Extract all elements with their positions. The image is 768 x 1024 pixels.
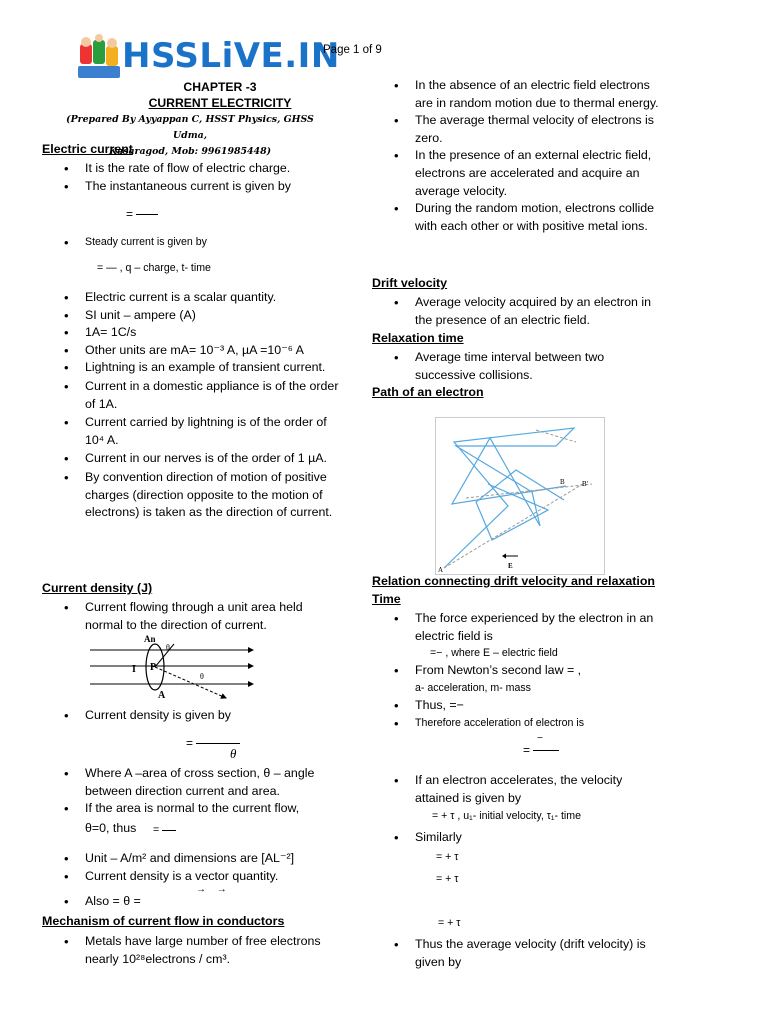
list-item: • Average time interval between two successive collisions.: [415, 349, 665, 384]
chapter-title: CURRENT ELECTRICITY: [148, 96, 292, 110]
formula-v3: = + τ: [436, 873, 459, 885]
author-line-1: (Prepared By Ayyappan C, HSST Physics, GHSS Udma,: [66, 114, 314, 141]
formula-current-density: [186, 736, 240, 761]
list-item: • By convention direction of motion of positive charges (direction opposite to the motion of electrons) is taken as the direction of current.: [85, 469, 340, 522]
theta-zero-text: θ=0, thus: [85, 821, 137, 835]
formula-vn: = + τ: [438, 917, 461, 929]
path-label: B: [560, 478, 565, 486]
formula-text: [153, 824, 176, 836]
site-logo[interactable]: [76, 32, 340, 84]
path-label: A: [438, 566, 444, 574]
acceleration-note: a- acceleration, m- mass: [415, 682, 531, 694]
list-item: • Current density is given by: [85, 707, 335, 725]
relation-list-1: [415, 610, 665, 645]
path-label: B': [582, 480, 588, 488]
formula-acceleration: [523, 733, 559, 757]
theta-symbol: θ: [230, 746, 237, 761]
list-item: • Lightning is an example of transient current.: [85, 359, 340, 377]
formula-text: =: [126, 207, 137, 221]
list-item: • Current in our nerves is of the order of 1 µA.: [85, 450, 340, 468]
steady-list: [85, 234, 335, 252]
heading-electric-current: Electric current: [42, 142, 133, 156]
heading-relation-2: Time: [372, 592, 401, 606]
heading-drift-velocity: Drift velocity: [372, 276, 448, 290]
list-item: • During the random motion, electrons collide with each other or with positive metal ions.: [415, 200, 665, 235]
fraction-bar: [196, 743, 240, 744]
formula-text: =: [523, 743, 531, 757]
list-item: • The instantaneous current is given by: [85, 178, 335, 196]
formula-steady: = — , q – charge, t- time: [97, 262, 211, 274]
theta-zero-line: [85, 821, 160, 836]
minus-sign: −: [537, 733, 543, 744]
children-logo-icon: [76, 34, 122, 82]
list-item: • Steady current is given by: [85, 234, 335, 252]
current-density-figure: [88, 634, 258, 708]
logo-text: HSSLiVE.IN: [122, 36, 340, 76]
heading-current-density: Current density (J): [42, 581, 153, 595]
electron-motion-list: [415, 77, 665, 235]
fraction-bar: [533, 750, 559, 751]
formula-eq: =: [153, 824, 160, 836]
mechanism-list: [85, 933, 340, 968]
chapter-label: CHAPTER -3: [183, 80, 257, 94]
figure-label: θ: [200, 672, 204, 681]
list-item: • Thus the average velocity (drift velocity) is given by: [415, 936, 665, 971]
heading-relation-1: Relation connecting drift velocity and relaxation: [372, 574, 655, 588]
author-line-2: Kasaragod, Mob: 9961985448): [108, 146, 272, 157]
fraction-bar: [136, 214, 158, 215]
heading-mechanism: Mechanism of current flow in conductors: [42, 914, 285, 928]
heading-relaxation-time: Relaxation time: [372, 331, 464, 345]
list-item: • Current carried by lightning is of the order of 10⁴ A.: [85, 414, 340, 449]
relaxation-time-list: [415, 349, 665, 384]
relation-list-4: [415, 772, 665, 807]
list-item: • SI unit – ampere (A): [85, 307, 340, 325]
list-item: • Where A –area of cross section, θ – angle between direction current and area.: [85, 765, 340, 800]
list-item: • In the absence of an electric field electrons are in random motion due to thermal energy.: [415, 77, 665, 112]
electron-path-figure: [435, 417, 605, 575]
figure-label: P: [150, 662, 157, 673]
figure-label: θ: [166, 643, 170, 652]
relation-list-3: [415, 697, 665, 732]
list-item: • Average velocity acquired by an electron in the presence of an electric field.: [415, 294, 670, 329]
list-item: • Also = θ =: [85, 893, 340, 911]
list-item: • Current flowing through a unit area held normal to the direction of current.: [85, 599, 335, 634]
list-item: • Current in a domestic appliance is of the order of 1A.: [85, 378, 340, 413]
current-density-list-4: [85, 850, 340, 911]
formula-velocity: = + τ , u₁- initial velocity, τ₁- time: [432, 810, 581, 822]
drift-velocity-list: [415, 294, 670, 329]
page-number: Page 1 of 9: [323, 44, 382, 56]
figure-label: An: [144, 634, 156, 644]
list-item: • Unit – A/m² and dimensions are [AL⁻²]: [85, 850, 340, 868]
list-item: • Other units are mA= 10⁻³ A, µA =10⁻⁶ A: [85, 342, 340, 360]
list-item: • Therefore acceleration of electron is: [415, 715, 665, 733]
formula-v2: = + τ: [436, 851, 459, 863]
list-item: • Metals have large number of free electrons nearly 10²⁸electrons / cm³.: [85, 933, 340, 968]
list-item: • Electric current is a scalar quantity.: [85, 289, 340, 307]
list-item: • Current density is a vector quantity.: [85, 868, 340, 886]
current-properties-list: [85, 289, 340, 522]
list-item: • 1A= 1C/s: [85, 324, 340, 342]
list-item: • Thus, =−: [415, 697, 665, 715]
list-item: • The average thermal velocity of electrons is zero.: [415, 112, 665, 147]
current-density-list-2: [85, 707, 335, 725]
relation-list-2: [415, 662, 665, 680]
electric-current-list: [85, 160, 335, 195]
current-density-list-3: [85, 765, 340, 818]
list-item: • From Newton’s second law = ,: [415, 662, 665, 680]
list-item: • In the presence of an external electric field, electrons are accelerated and acquire an average velocity.: [415, 147, 665, 200]
list-item: • It is the rate of flow of electric charge.: [85, 160, 335, 178]
list-item: • Similarly: [415, 829, 665, 847]
current-density-list-1: [85, 599, 335, 634]
figure-label: A: [158, 690, 166, 701]
formula-instantaneous: [126, 207, 158, 221]
list-item: • The force experienced by the electron in an electric field is: [415, 610, 665, 645]
formula-force: =− , where E – electric field: [430, 647, 558, 659]
fraction-bar: [162, 830, 176, 831]
path-label: E: [508, 562, 513, 570]
heading-path-of-electron: Path of an electron: [372, 385, 484, 399]
relation-list-6: [415, 936, 665, 971]
formula-text: =: [186, 736, 194, 750]
vector-arrows: → →: [196, 884, 231, 895]
list-item: • If an electron accelerates, the velocity attained is given by: [415, 772, 665, 807]
list-item: • If the area is normal to the current flow,: [85, 800, 340, 818]
relation-list-5: [415, 829, 665, 847]
figure-label: I: [132, 664, 136, 675]
